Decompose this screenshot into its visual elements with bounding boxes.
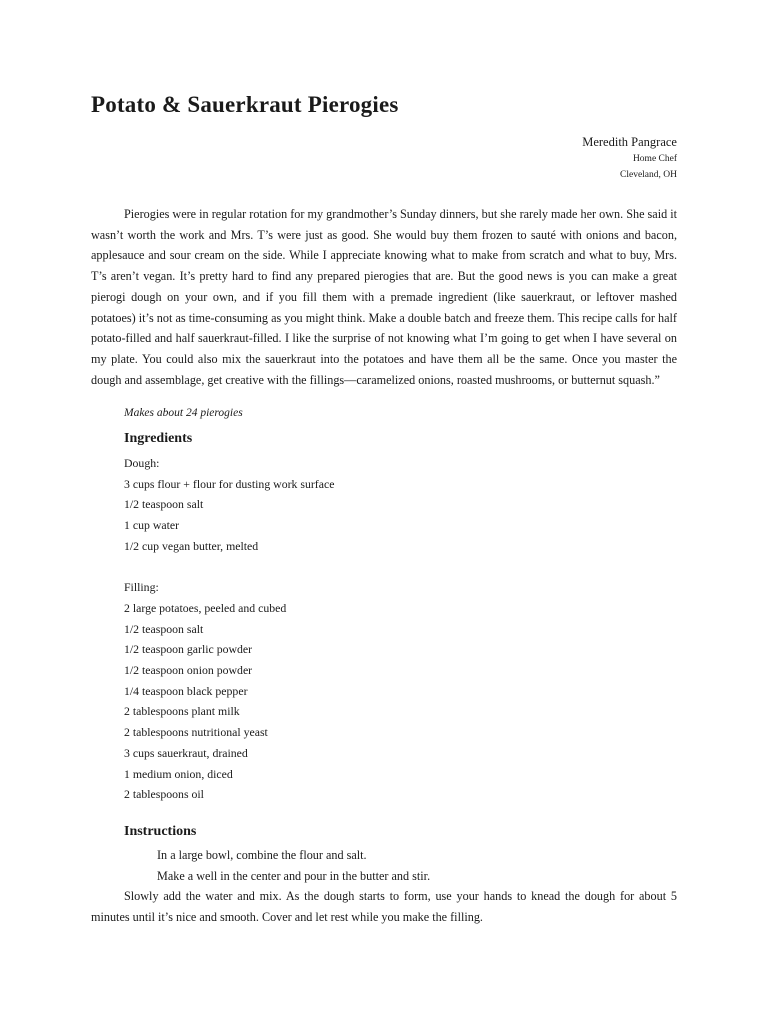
list-spacer	[124, 557, 524, 578]
dough-label: Dough:	[124, 456, 160, 470]
yield-note: Makes about 24 pierogies	[124, 407, 243, 419]
instruction-step: Slowly add the water and mix. As the dough starts to form, use your hands to knead the dough for about 5 minutes until it’s nice and smooth. Cover and let rest while you make the filling.	[91, 889, 677, 925]
instruction-step: Make a well in the center and pour in the butter and stir.	[157, 868, 431, 883]
filling-label: Filling:	[124, 580, 159, 595]
ingredient-item: 1/2 teaspoon garlic powder	[124, 642, 253, 657]
ingredient-item: 2 large potatoes, peeled and cubed	[124, 600, 287, 615]
author-location: Cleveland, OH	[620, 170, 677, 180]
ingredient-item: 1/4 teaspoon black pepper	[124, 683, 248, 698]
ingredients-list	[124, 453, 524, 805]
ingredient-item: 3 cups sauerkraut, drained	[124, 745, 248, 760]
byline	[582, 134, 677, 183]
ingredient-item: 2 tablespoons oil	[124, 787, 204, 802]
ingredient-item: 1/2 teaspoon onion powder	[124, 663, 253, 678]
ingredient-item: 1/2 teaspoon salt	[124, 497, 204, 512]
author-role: Home Chef	[632, 154, 677, 164]
ingredient-item: 1 medium onion, diced	[124, 766, 233, 781]
ingredient-item: 2 tablespoons plant milk	[124, 704, 240, 719]
ingredient-item: 3 cups flour + flour for dusting work surface	[124, 476, 335, 491]
instructions-heading: Instructions	[124, 824, 197, 839]
author-name: Meredith Pangrace	[582, 135, 677, 149]
ingredient-item: 1/2 cup vegan butter, melted	[124, 538, 259, 553]
instruction-step: In a large bowl, combine the flour and salt.	[157, 848, 367, 862]
ingredient-item: 2 tablespoons nutritional yeast	[124, 725, 268, 740]
ingredient-item: 1 cup water	[124, 518, 180, 533]
instructions-steps	[91, 845, 677, 928]
ingredients-heading: Ingredients	[124, 431, 193, 446]
intro-paragraph: Pierogies were in regular rotation for my grandmother’s Sunday dinners, but she rarely made her own. She said it wasn’t worth the work and Mrs. T’s were just as good. She would buy them frozen to sauté with onions and bacon, applesauce and sour cream on the side. While I appreciate knowing what to make from scratch and what to buy, Mrs. T’s aren’t vegan. It’s pretty hard to find any prepared pierogies that are. But the good news is you can make a great pierogi dough on your own, and if you fill them with a premade ingredient (like sauerkraut, or leftover mashed potatoes) it’s not as time-consuming as you might think. Make a double batch and freeze them. This recipe calls for half potato-filled and half sauerkraut-filled. I like the surprise of not knowing what I’m going to get when I have several on my plate. You could also mix the sauerkraut into the potatoes and have them all be the same. Once you master the dough and assemblage, get creative with the fillings—caramelized onions, roasted mushrooms, or butternut squash.”	[91, 207, 677, 387]
recipe-title: Potato & Sauerkraut Pierogies	[91, 92, 399, 117]
ingredient-item: 1/2 teaspoon salt	[124, 621, 204, 636]
